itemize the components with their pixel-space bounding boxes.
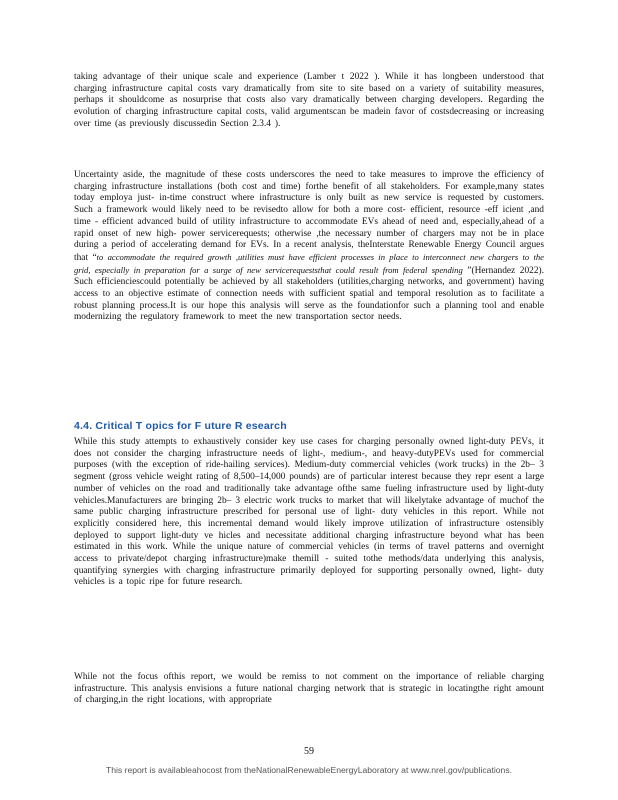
footer-note: This report is availableahocost from theNationalRenewableEnergyLaboratory at www.nrel.gov/publications. xyxy=(105,765,513,775)
section-heading: 4.4. Critical T opics for F uture R esearch xyxy=(74,420,287,432)
page-number: 59 xyxy=(304,746,314,757)
irec-quote: to accommodate the required growth ,utilities must have efficient processes in place to interconnect new chargers to the grid, especially in preparation for a surge of new servicerequeststhat could result from federal spending xyxy=(74,251,544,275)
paragraph-reliability: While not the focus ofthis report, we would be remiss to not comment on the importance of reliable charging infrastructure. This analysis envisions a future national charging network that is strategic in locatingthe right amount of charging,in the right locations, with appropriate xyxy=(74,672,544,706)
paragraph-capital-costs: taking advantage of their unique scale and experience (Lamber t 2022 ). While it has longbeen understood that charging infrastructure capital costs vary dramatically from site to site based on a variety of suitability measures, perhaps it shouldcome as nosurprise that costs also vary dramatically between charging developers. Regarding the evolution of charging infrastructure capital costs, valid argumentscan be madein favor of costsdecreasing or increasing over time (as previously discussedin Section 2.3.4 ). xyxy=(74,72,544,129)
paragraph-uncertainty-rest: ”(Hernandez 2022). Such efficienciescould potentially be achieved by all stakeholders (utilities,charging networks, and government) having access to an objective estimate of connection needs with sufficient spatial and temporal resolution as to facilitate a robust planning process.It is our hope this analysis will serve as the foundationfor such a planning tool and enable modernizing the regulatory framework to meet the new transportation sector needs. xyxy=(74,265,544,323)
paragraph-uncertainty-intro: Uncertainty aside, the magnitude of these costs underscores the need to take measures to improve the efficiency of charging infrastructure installations (both cost and time) forthe benefit of all stakeholders. For example,many states today employa just- in-time construct where infrastructure is only built as new service is requested by customers. Such a framework would likely need to be revisedto allow for both a more cost- efficient, resource -eff icient ,and time - efficient advanced build of utility infrastructure to accommodate EVs ahead of need and, especially,ahead of a rapid onset of new high- power servicerequests; otherwise ,the necessary number of chargers may not be in place during a period of accelerating demand for EVs. In a recent analysis, theInterstate Renewable Energy Council argues that “ xyxy=(74,170,544,263)
paragraph-uncertainty xyxy=(74,170,544,324)
paragraph-future-research: While this study attempts to exhaustively consider key use cases for charging personally owned light-duty PEVs, it does not consider the charging infrastructure needs of light-, medium-, and heavy-dutyPEVs used for commercial purposes (with the exception of ride-hailing services). Medium-duty commercial vehicles (work trucks) in the 2b– 3 segment (gross vehicle weight rating of 8,500–14,000 pounds) are of particular interest because they repr esent a large number of vehicles on the road and traditionally take advantage ofthe same fueling infrastructure used by light-duty vehicles.Manufacturers are bringing 2b– 3 electric work trucks to market that will likelytake advantage of muchof the same public charging infrastructure prescribed for personal use of light- duty vehicles in this report. While not explicitly considered here, this incremental demand would likely improve utilization of infrastructure ostensibly deployed to support light-duty ve hicles and necessitate additional charging infrastructure beyond what has been estimated in this work. While the unique nature of commercial vehicles (in terms of travel patterns and overnight access to private/depot charging infrastructure)make themill - suited tothe methods/data underlying this analysis, quantifying synergies with charging infrastructure primarily deployed for supporting personally owned, light- duty vehicles is a topic ripe for future research. xyxy=(74,437,544,588)
